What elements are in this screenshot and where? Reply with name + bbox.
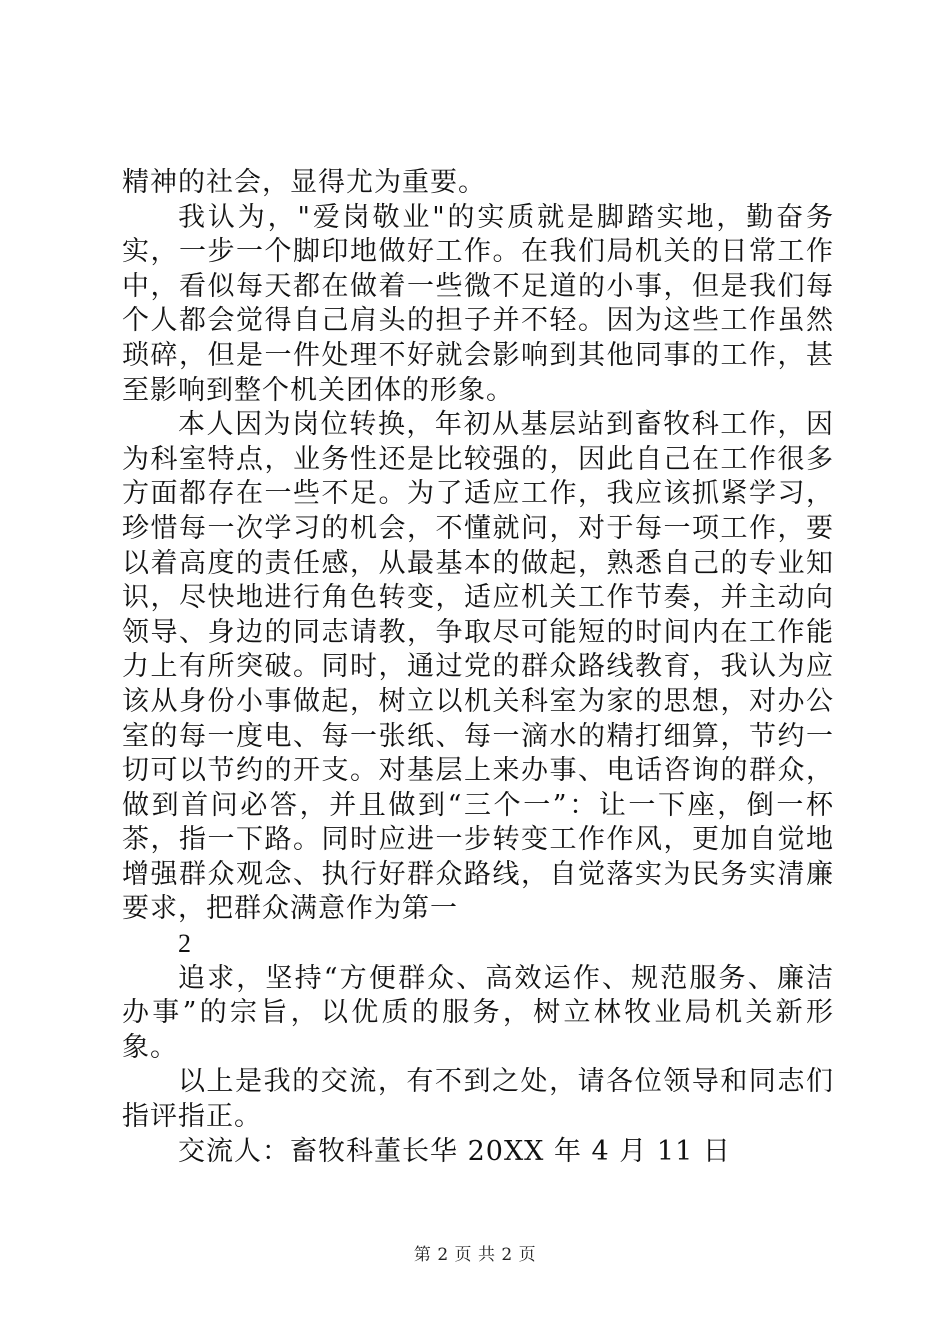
inline-page-number: 2 xyxy=(178,929,192,959)
paragraph-self-improvement: 本人因为岗位转换，年初从基层站到畜牧科工作，因为科室特点，业务性还是比较强的，因此自己在工作很多方面都存在一些不足。为了适应工作，我应该抓紧学习，珍惜每一次学习的机会，不懂就问，对于每一项工作，要以着高度的责任感，从最基本的做起，熟悉自己的专业知识，尽快地进行角色转变，适应机关工作节奏，并主动向领导、身边的同志请教，争取尽可能短的时间内在工作能力上有所突破。同时，通过党的群众路线教育，我认为应该从身份小事做起，树立以机关科室为家的思想，对办公室的每一度电、每一张纸、每一滴水的精打细算，节约一切可以节约的开支。对基层上来办事、电话咨询的群众，做到首问必答，并且做到“三个一”：让一下座，倒一杯茶，指一下路。同时应进一步转变工作作风，更加自觉地增强群众观念、执行好群众路线，自觉落实为民务实清廉要求，把群众满意作为第一 xyxy=(122,409,834,925)
paragraph-pursuit: 追求，坚持“方便群众、高效运作、规范服务、廉洁办事”的宗旨，以优质的服务，树立林牧业局机关新形象。 xyxy=(122,962,834,1063)
page-footer: 第 2 页 共 2 页 xyxy=(413,1245,537,1265)
paragraph-dedication: 我认为，"爱岗敬业"的实质就是脚踏实地，勤奋务实，一步一个脚印地做好工作。在我们局机关的日常工作中，看似每天都在做着一些微不足道的小事，但是我们每个人都会觉得自己肩头的担子并不轻。因为这些工作虽然琐碎，但是一件处理不好就会影响到其他同事的工作，甚至影响到整个机关团体的形象。 xyxy=(122,201,834,406)
paragraph-closing: 以上是我的交流，有不到之处，请各位领导和同志们指评指正。 xyxy=(122,1066,834,1133)
paragraph-continuation: 精神的社会，显得尤为重要。 xyxy=(122,167,486,198)
document-body xyxy=(122,166,834,1169)
signature-line: 交流人：畜牧科董长华 20XX 年 4 月 11 日 xyxy=(178,1135,731,1167)
